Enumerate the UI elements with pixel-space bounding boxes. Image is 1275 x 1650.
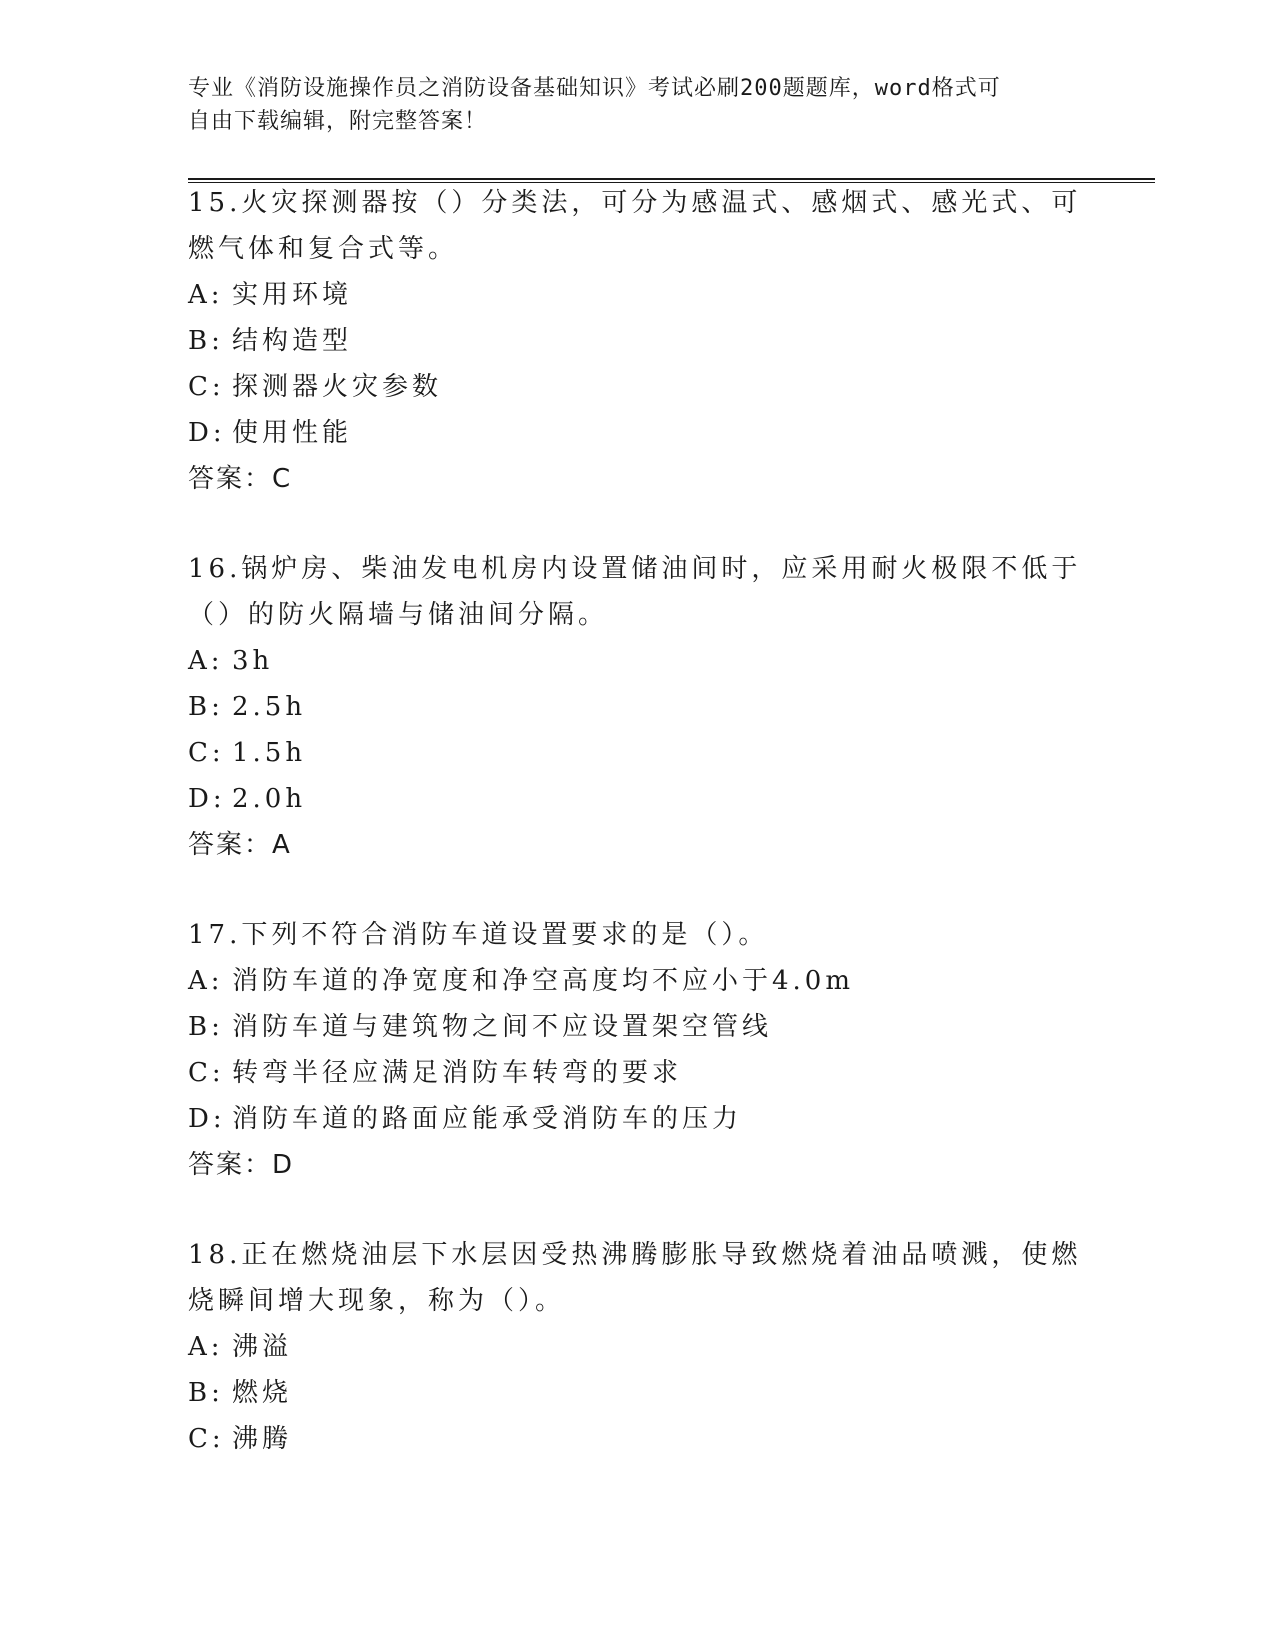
answer: 答案：A	[188, 830, 292, 860]
option-b	[188, 1004, 1088, 1050]
option-a	[188, 272, 1088, 318]
answer: 答案：D	[188, 1150, 295, 1180]
answer: 答案：C	[188, 464, 293, 494]
option-c	[188, 730, 1088, 776]
option-key: B:	[188, 326, 224, 356]
option-b	[188, 318, 1088, 364]
header-line-1: 专业《消防设施操作员之消防设备基础知识》考试必刷200题题库，word格式可	[188, 76, 1001, 101]
option-text: 实用环境	[232, 280, 353, 310]
option-key: B:	[188, 692, 224, 722]
option-key: C:	[188, 372, 225, 402]
option-b	[188, 684, 1088, 730]
question-17	[188, 912, 1088, 1188]
option-text: 沸溢	[232, 1332, 293, 1362]
option-a	[188, 638, 1088, 684]
option-text: 消防车道的净宽度和净空高度均不应小于4.0m	[232, 966, 855, 996]
option-text: 结构造型	[232, 326, 353, 356]
option-text: 燃烧	[232, 1378, 293, 1408]
option-text: 2.0h	[232, 784, 307, 814]
option-key: C:	[188, 1058, 225, 1088]
option-a	[188, 1324, 1088, 1370]
option-text: 消防车道与建筑物之间不应设置架空管线	[232, 1012, 773, 1042]
option-key: B:	[188, 1378, 224, 1408]
question-text: 17.下列不符合消防车道设置要求的是（）。	[188, 920, 769, 950]
option-text: 3h	[232, 646, 274, 676]
question-18	[188, 1232, 1088, 1462]
option-key: D:	[188, 418, 226, 448]
option-text: 探测器火灾参数	[232, 372, 443, 402]
option-c	[188, 364, 1088, 410]
question-text: 18.正在燃烧油层下水层因受热沸腾膨胀导致燃烧着油品喷溅，使燃烧瞬间增大现象，称为（）。	[188, 1240, 1082, 1316]
option-d	[188, 1096, 1088, 1142]
option-text: 1.5h	[232, 738, 307, 768]
option-text: 沸腾	[232, 1424, 293, 1454]
option-a	[188, 958, 1088, 1004]
question-15	[188, 180, 1088, 502]
option-d	[188, 776, 1088, 822]
option-key: D:	[188, 1104, 226, 1134]
option-b	[188, 1370, 1088, 1416]
option-key: A:	[188, 966, 224, 996]
option-c	[188, 1050, 1088, 1096]
option-key: C:	[188, 738, 225, 768]
option-text: 消防车道的路面应能承受消防车的压力	[232, 1104, 743, 1134]
option-text: 使用性能	[232, 418, 353, 448]
option-c	[188, 1416, 1088, 1462]
option-d	[188, 410, 1088, 456]
option-key: D:	[188, 784, 226, 814]
header-line-2: 自由下载编辑，附完整答案！	[188, 109, 488, 134]
option-key: B:	[188, 1012, 224, 1042]
option-text: 转弯半径应满足消防车转弯的要求	[232, 1058, 683, 1088]
question-text: 16.锅炉房、柴油发电机房内设置储油间时，应采用耐火极限不低于（）的防火隔墙与储油间分隔。	[188, 554, 1082, 630]
question-16	[188, 546, 1088, 868]
option-key: A:	[188, 280, 224, 310]
option-text: 2.5h	[232, 692, 307, 722]
document-header	[188, 72, 1068, 138]
question-text: 15.火灾探测器按（）分类法，可分为感温式、感烟式、感光式、可燃气体和复合式等。	[188, 188, 1082, 264]
option-key: A:	[188, 646, 224, 676]
option-key: C:	[188, 1424, 225, 1454]
option-key: A:	[188, 1332, 224, 1362]
